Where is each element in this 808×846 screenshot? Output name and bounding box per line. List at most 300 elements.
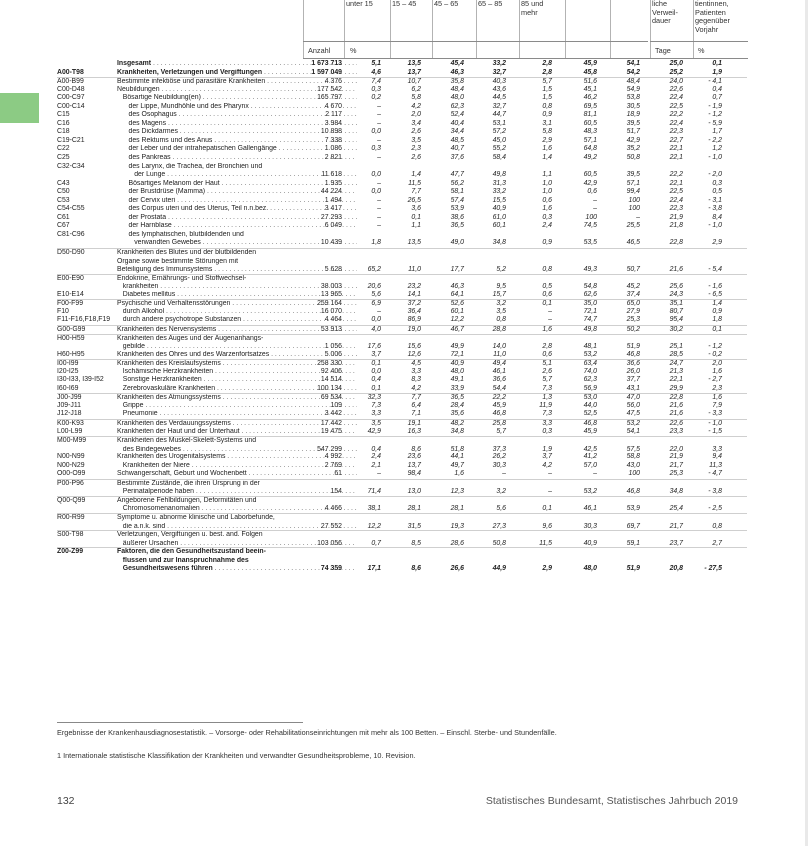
value-cell: 4,5 <box>411 360 421 368</box>
count-cell: 38 003 <box>320 283 342 291</box>
value-cell: 25,8 <box>492 419 506 427</box>
value-cell: 2,9 <box>542 136 552 144</box>
count-cell: 2 821 <box>324 154 342 162</box>
value-cell: 42,5 <box>583 445 597 453</box>
count-cell: 259 164 <box>317 300 342 308</box>
value-cell: 46,8 <box>626 488 640 496</box>
header-column-7: liche Verweil- dauer <box>652 0 678 26</box>
value-cell: 48,3 <box>583 128 597 136</box>
value-cell: 33,9 <box>450 384 464 392</box>
value-cell: 46,1 <box>492 367 506 375</box>
value-cell: 22,2 <box>669 111 683 119</box>
value-cell: 21,3 <box>669 367 683 375</box>
table-row <box>57 120 747 129</box>
table-row <box>57 410 747 419</box>
value-cell: 14,1 <box>407 290 421 298</box>
value-cell: 1,8 <box>371 239 381 247</box>
value-cell: 56,9 <box>583 384 597 392</box>
value-cell: 26,2 <box>492 453 506 461</box>
value-cell: 62,3 <box>583 376 597 384</box>
value-cell: 46,2 <box>583 94 597 102</box>
table-row <box>57 103 747 112</box>
value-cell: 44,5 <box>492 94 506 102</box>
value-cell: 22,2 <box>492 394 506 402</box>
value-cell: 51,6 <box>583 78 597 86</box>
value-cell: 40,3 <box>492 78 506 86</box>
value-cell: – <box>377 222 381 230</box>
value-cell: 19,3 <box>450 522 464 530</box>
icd-code: P00-P96 <box>57 479 84 487</box>
value-cell: 30,2 <box>669 325 683 333</box>
header-column-1: 15 – 45 <box>392 0 417 8</box>
table-row <box>57 402 747 411</box>
value-cell: 98,4 <box>407 470 421 478</box>
value-cell: 2,0 <box>712 360 722 368</box>
value-cell: 12,6 <box>407 350 421 358</box>
value-cell: 22,5 <box>669 188 683 196</box>
value-cell: 28,5 <box>669 350 683 358</box>
count-cell: 154 <box>330 488 342 496</box>
table-row <box>57 205 747 214</box>
value-cell: 21,6 <box>669 401 683 409</box>
value-cell: 2,7 <box>712 539 722 547</box>
value-cell: 34,8 <box>492 239 506 247</box>
header-divider <box>693 0 694 58</box>
value-cell: 20,6 <box>367 283 381 291</box>
value-cell: 53,2 <box>583 350 597 358</box>
table-row <box>57 128 747 137</box>
diagnosis-label: des Ösophagus . . . <box>117 111 357 120</box>
value-cell: 17,6 <box>367 343 381 351</box>
value-cell: 62,3 <box>450 102 464 110</box>
diagnosis-label: Krankheiten des Auges und der Augenanhangs- gebilde . . . <box>117 335 357 352</box>
value-cell: 8,3 <box>411 376 421 384</box>
value-cell: 23,6 <box>407 453 421 461</box>
value-cell: 3,2 <box>496 300 506 308</box>
value-cell: 42,9 <box>626 136 640 144</box>
icd-code: J12-J18 <box>57 410 82 418</box>
value-cell: 39,5 <box>626 119 640 127</box>
count-cell: 2 769 <box>324 461 342 469</box>
count-cell: 53 913 <box>320 325 342 333</box>
icd-code: I30-I33, I39-I52 <box>57 376 104 384</box>
icd-code: F10 <box>57 307 69 315</box>
table-row <box>57 299 747 308</box>
value-cell: 3,4 <box>411 119 421 127</box>
value-cell: - 1,0 <box>708 154 722 162</box>
count-cell: 19 475 <box>320 427 342 435</box>
count-cell: 109 <box>330 401 342 409</box>
value-cell: 3,7 <box>542 453 552 461</box>
value-cell: 65,2 <box>367 266 381 274</box>
value-cell: 28,8 <box>492 325 506 333</box>
value-cell: 17,7 <box>450 266 464 274</box>
unit-label-change: % <box>698 46 705 55</box>
value-cell: 9,6 <box>542 522 552 530</box>
table-row <box>57 530 747 547</box>
header-divider <box>390 0 391 58</box>
icd-code: C22 <box>57 145 70 153</box>
value-cell: 71,4 <box>367 488 381 496</box>
value-cell: 6,4 <box>411 401 421 409</box>
icd-code: C18 <box>57 128 70 136</box>
diagnosis-label: des Larynx, die Trachea, der Bronchien und der Lunge . . . <box>117 163 357 180</box>
value-cell: 7,4 <box>371 78 381 86</box>
value-cell: 0,0 <box>371 171 381 179</box>
diagnosis-label: Sonstige Herzkrankheiten . . . <box>117 376 357 385</box>
value-cell: 25,0 <box>669 60 683 67</box>
table-row <box>57 86 747 95</box>
value-cell: 27,3 <box>492 522 506 530</box>
value-cell: 53,1 <box>492 119 506 127</box>
diagnosis-label: Bösartige Neubildung(en) . . . <box>117 94 357 103</box>
value-cell: – <box>377 102 381 110</box>
value-cell: 13,5 <box>407 239 421 247</box>
value-cell: 3,2 <box>496 488 506 496</box>
value-cell: 58,8 <box>626 453 640 461</box>
icd-code: F00-F99 <box>57 300 84 308</box>
value-cell: - 5,9 <box>708 119 722 127</box>
value-cell: 30,3 <box>583 522 597 530</box>
header-column-4: 85 und mehr <box>521 0 544 17</box>
value-cell: 5,7 <box>542 376 552 384</box>
diagnosis-label: Schwangerschaft, Geburt und Wochenbett . . . <box>117 470 357 479</box>
value-cell: 21,6 <box>669 410 683 418</box>
value-cell: 60,5 <box>583 119 597 127</box>
icd-code: N00-N99 <box>57 453 85 461</box>
value-cell: 45,1 <box>583 85 597 93</box>
value-cell: 3,6 <box>411 205 421 213</box>
value-cell: 65,0 <box>626 300 640 308</box>
diagnosis-label: Krankheiten des Kreislaufsystems . . . <box>117 360 357 369</box>
table-row <box>57 137 747 146</box>
unit-label-count: Anzahl <box>308 46 331 55</box>
count-cell: 1 056 <box>324 343 342 351</box>
diagnosis-label: Insgesamt . . . <box>117 60 357 69</box>
value-cell: 0,3 <box>542 427 552 435</box>
table-row <box>57 453 747 462</box>
table-row <box>57 188 747 197</box>
value-cell: 52,6 <box>450 300 464 308</box>
value-cell: - 1,2 <box>708 111 722 119</box>
value-cell: – <box>377 119 381 127</box>
value-cell: 46,8 <box>583 419 597 427</box>
diagnosis-label: der Cervix uteri . . . <box>117 197 357 206</box>
value-cell: 1,7 <box>712 128 722 136</box>
value-cell: 53,2 <box>583 488 597 496</box>
value-cell: 48,4 <box>450 85 464 93</box>
value-cell: 22,0 <box>669 445 683 453</box>
value-cell: 25,4 <box>669 505 683 513</box>
value-cell: 35,2 <box>626 145 640 153</box>
icd-code: C16 <box>57 119 70 127</box>
value-cell: – <box>377 470 381 478</box>
value-cell: 33,2 <box>492 60 506 67</box>
page-number: 132 <box>57 795 75 807</box>
value-cell: 81,1 <box>583 111 597 119</box>
icd-code: Z00-Z99 <box>57 548 84 556</box>
icd-code: F11-F16,F18,F19 <box>57 316 111 324</box>
value-cell: 0,9 <box>542 239 552 247</box>
value-cell: 53,8 <box>626 94 640 102</box>
diagnosis-label: Krankheiten der Haut und der Unterhaut . . . <box>117 428 357 437</box>
icd-code: D50-D90 <box>57 249 85 257</box>
value-cell: 4,6 <box>371 68 381 76</box>
value-cell: 23,2 <box>407 283 421 291</box>
value-cell: 25,2 <box>669 68 683 76</box>
value-cell: – <box>377 111 381 119</box>
icd-code: C61 <box>57 213 70 221</box>
value-cell: 2,3 <box>411 145 421 153</box>
icd-code: C19-C21 <box>57 136 85 144</box>
value-cell: 12,2 <box>450 316 464 324</box>
value-cell: 41,2 <box>583 453 597 461</box>
icd-code: C15 <box>57 111 70 119</box>
value-cell: 5,6 <box>496 505 506 513</box>
value-cell: 15,6 <box>407 343 421 351</box>
value-cell: 40,7 <box>450 145 464 153</box>
diagnosis-label: durch Alkohol . . . <box>117 308 357 317</box>
diagnosis-label: Grippe . . . <box>117 402 357 411</box>
count-cell: 44 224 <box>320 188 342 196</box>
value-cell: 8,5 <box>411 539 421 547</box>
value-cell: 36,6 <box>492 376 506 384</box>
value-cell: 0,4 <box>371 445 381 453</box>
value-cell: 37,7 <box>626 376 640 384</box>
value-cell: 13,7 <box>407 68 421 76</box>
count-cell: 1 494 <box>324 196 342 204</box>
table-row <box>57 163 747 180</box>
value-cell: 22,8 <box>669 394 683 402</box>
value-cell: 34,8 <box>669 488 683 496</box>
value-cell: 5,8 <box>542 128 552 136</box>
value-cell: 2,8 <box>542 68 552 76</box>
value-cell: 15,5 <box>492 196 506 204</box>
value-cell: 100 <box>585 213 597 221</box>
value-cell: 1,6 <box>712 394 722 402</box>
value-cell: 46,3 <box>450 68 464 76</box>
icd-code: K00-K93 <box>57 419 84 427</box>
value-cell: - 3,8 <box>708 488 722 496</box>
value-cell: 0,6 <box>542 290 552 298</box>
value-cell: 25,6 <box>669 283 683 291</box>
value-cell: 11,5 <box>408 179 421 187</box>
value-cell: 22,4 <box>669 196 683 204</box>
count-cell: 4 670 <box>324 102 342 110</box>
value-cell: 40,9 <box>450 360 464 368</box>
value-cell: 2,6 <box>411 154 421 162</box>
value-cell: 0,8 <box>542 266 552 274</box>
icd-code: H00-H59 <box>57 334 85 342</box>
count-cell: 547 299 <box>317 445 342 453</box>
value-cell: 100 <box>628 196 640 204</box>
value-cell: 11,3 <box>709 461 722 469</box>
value-cell: 23,7 <box>669 539 683 547</box>
value-cell: 42,9 <box>583 179 597 187</box>
value-cell: 0,1 <box>411 213 421 221</box>
value-cell: 45,9 <box>492 401 506 409</box>
value-cell: 51,9 <box>626 565 640 573</box>
value-cell: 25,3 <box>626 316 640 324</box>
value-cell: 43,6 <box>492 85 506 93</box>
header-column-2: 45 – 65 <box>434 0 459 8</box>
value-cell: 22,8 <box>669 239 683 247</box>
table-row <box>57 111 747 120</box>
table-row <box>57 496 747 513</box>
diagnosis-label: Krankheiten des Nervensystems . . . <box>117 326 357 335</box>
header-column-0: unter 15 <box>346 0 373 8</box>
table-row <box>57 145 747 154</box>
value-cell: 37,2 <box>407 300 421 308</box>
table-row <box>57 291 747 300</box>
value-cell: 46,8 <box>492 410 506 418</box>
value-cell: 1,4 <box>712 300 722 308</box>
value-cell: 10,7 <box>407 78 421 86</box>
value-cell: 19,1 <box>407 419 421 427</box>
value-cell: - 4,7 <box>708 470 722 478</box>
value-cell: - 1,0 <box>708 222 722 230</box>
table-row <box>57 351 747 360</box>
table-row <box>57 214 747 223</box>
value-cell: 61,0 <box>492 213 506 221</box>
value-cell: 53,9 <box>450 205 464 213</box>
value-cell: – <box>377 154 381 162</box>
value-cell: 46,3 <box>450 283 464 291</box>
count-cell: 69 534 <box>320 394 342 402</box>
value-cell: 46,8 <box>626 350 640 358</box>
footnote-rule <box>57 722 303 723</box>
count-cell: 7 338 <box>324 136 342 144</box>
table-row <box>57 94 747 103</box>
value-cell: 50,8 <box>626 154 640 162</box>
value-cell: 43,0 <box>626 461 640 469</box>
icd-code: Q00-Q99 <box>57 496 86 504</box>
value-cell: 0,3 <box>712 179 722 187</box>
value-cell: 0,6 <box>542 350 552 358</box>
table-row <box>57 316 747 325</box>
value-cell: 1,8 <box>712 316 722 324</box>
value-cell: 47,5 <box>626 410 640 418</box>
table-row <box>57 180 747 189</box>
diagnosis-label: Symptome u. abnorme klinische und Laborbefunde, die a.n.k. sind . . . <box>117 514 357 531</box>
table-row <box>57 274 747 291</box>
value-cell: 64,8 <box>583 145 597 153</box>
value-cell: 4,2 <box>411 102 421 110</box>
value-cell: 54,1 <box>626 427 640 435</box>
value-cell: 54,1 <box>626 60 640 67</box>
value-cell: 1,1 <box>411 222 421 230</box>
table-row <box>57 308 747 317</box>
value-cell: 69,5 <box>583 102 597 110</box>
value-cell: 56,2 <box>450 179 464 187</box>
diagnosis-label: Krankheiten des Muskel-Skelett-Systems und des Bindegewebes . . . <box>117 437 357 454</box>
value-cell: 47,0 <box>626 394 640 402</box>
icd-code: J09-J11 <box>57 401 82 409</box>
diagnosis-label: des Magens . . . <box>117 120 357 129</box>
value-cell: 16,3 <box>407 427 421 435</box>
value-cell: 11,0 <box>408 266 421 274</box>
diagnosis-label: Bestimmte infektiöse und parasitäre Krankheiten . . . <box>117 78 357 87</box>
value-cell: 36,6 <box>626 360 640 368</box>
header-divider <box>476 0 477 58</box>
value-cell: 48,0 <box>450 94 464 102</box>
icd-code: S00-T98 <box>57 531 84 539</box>
diagnosis-label: Krankheiten des Ohres und des Warzenfortsatzes . . . <box>117 351 357 360</box>
value-cell: - 1,6 <box>708 283 722 291</box>
unit-label-percent: % <box>350 46 357 55</box>
icd-code: C67 <box>57 222 70 230</box>
value-cell: 49,3 <box>583 266 597 274</box>
value-cell: 0,0 <box>371 316 381 324</box>
table-row <box>57 325 747 334</box>
value-cell: 7,3 <box>371 401 381 409</box>
icd-code: H60-H95 <box>57 350 85 358</box>
count-cell: 17 442 <box>320 419 342 427</box>
icd-code: O00-O99 <box>57 470 86 478</box>
table-row <box>57 368 747 377</box>
value-cell: 95,4 <box>669 316 683 324</box>
value-cell: 52,5 <box>583 410 597 418</box>
icd-code: L00-L99 <box>57 427 83 435</box>
value-cell: - 2,2 <box>708 136 722 144</box>
value-cell: 0,6 <box>587 188 597 196</box>
value-cell: 35,0 <box>583 300 597 308</box>
value-cell: 26,5 <box>407 196 421 204</box>
value-cell: 60,1 <box>450 307 464 315</box>
diagnosis-label: Krankheiten der Niere . . . <box>117 462 357 471</box>
value-cell: 17,1 <box>367 565 381 573</box>
value-cell: 72,1 <box>450 350 464 358</box>
value-cell: 44,1 <box>450 453 464 461</box>
value-cell: 49,4 <box>492 360 506 368</box>
count-cell: 14 514 <box>320 376 342 384</box>
value-cell: 49,9 <box>450 343 464 351</box>
count-cell: 3 417 <box>324 205 342 213</box>
count-cell: 177 542 <box>317 85 342 93</box>
value-cell: 40,9 <box>492 205 506 213</box>
value-cell: 53,5 <box>583 239 597 247</box>
value-cell: 100 <box>628 470 640 478</box>
icd-code: I00-I99 <box>57 360 79 368</box>
count-cell: 10 439 <box>320 239 342 247</box>
value-cell: 74,5 <box>583 222 597 230</box>
value-cell: 24,3 <box>669 290 683 298</box>
value-cell: 8,6 <box>411 565 421 573</box>
value-cell: 7,9 <box>712 401 722 409</box>
table-row <box>57 222 747 231</box>
value-cell: 57,2 <box>492 128 506 136</box>
data-table <box>57 60 747 573</box>
value-cell: 0,1 <box>371 384 381 392</box>
value-cell: 45,8 <box>583 68 597 76</box>
value-cell: 72,1 <box>583 307 597 315</box>
diagnosis-label: Neubildungen . . . <box>117 86 357 95</box>
value-cell: 36,4 <box>407 307 421 315</box>
value-cell: 37,3 <box>492 445 506 453</box>
value-cell: - 2,0 <box>708 171 722 179</box>
value-cell: - 3,1 <box>708 196 722 204</box>
icd-code: C53 <box>57 196 70 204</box>
value-cell: - 4,1 <box>708 78 722 86</box>
value-cell: 36,5 <box>450 394 464 402</box>
value-cell: 38,6 <box>450 213 464 221</box>
count-cell: 11 618 <box>321 171 342 179</box>
value-cell: 22,2 <box>669 171 683 179</box>
value-cell: 22,6 <box>669 419 683 427</box>
value-cell: 23,3 <box>669 427 683 435</box>
value-cell: 0,1 <box>542 300 552 308</box>
value-cell: 0,1 <box>712 325 722 333</box>
